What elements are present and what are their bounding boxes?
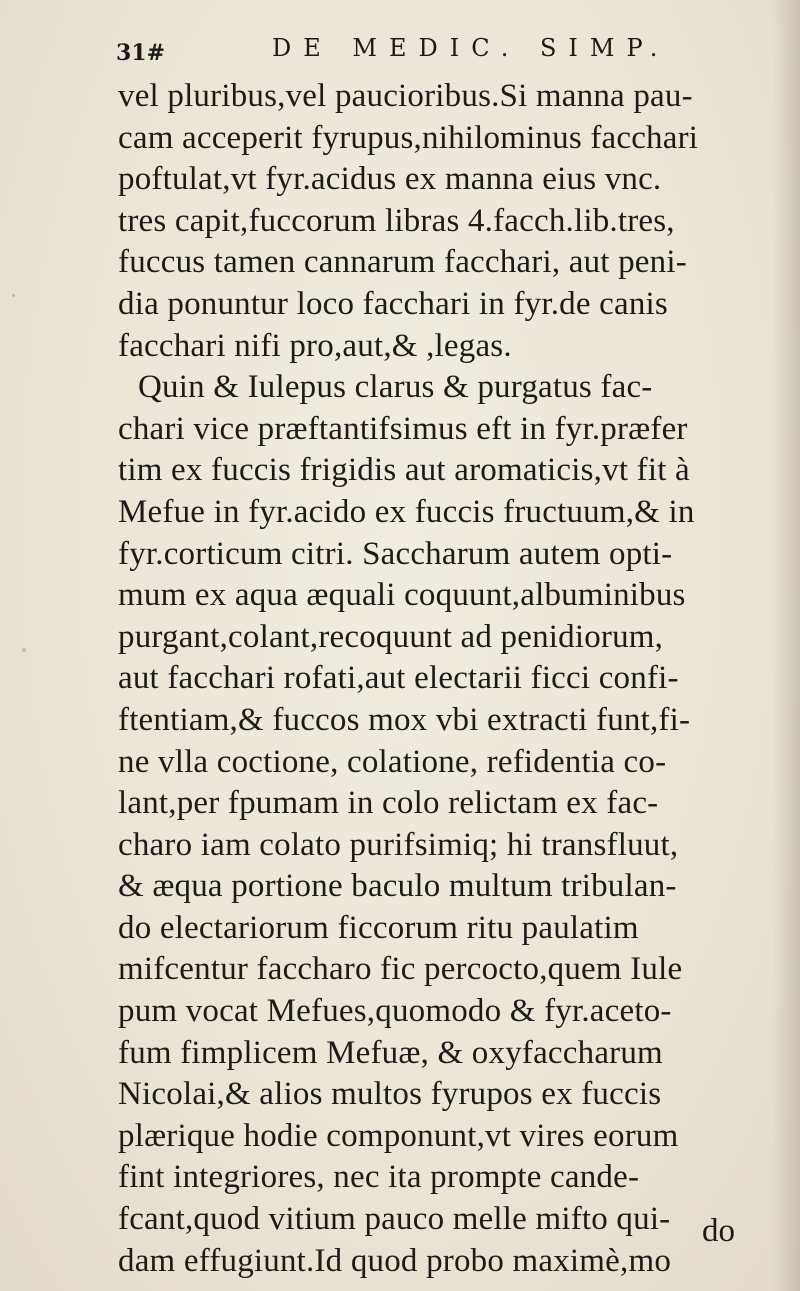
running-title: DE MEDIC. SIMP. (272, 34, 670, 62)
folio-number: 31# (116, 40, 166, 66)
text-line: fum fimplicem Mefuæ, & oxyfaccharum (118, 1034, 663, 1071)
text-line: charo iam colato purifsimiq; hi transfluut, (118, 826, 679, 863)
text-line: fyr.corticum citri. Saccharum autem opti- (118, 535, 673, 572)
text-line: ftentiam,& fuccos mox vbi extracti funt,fi- (118, 701, 691, 738)
text-line: tim ex fuccis frigidis aut aromaticis,vt fit à (118, 452, 690, 489)
text-line: & æqua portione baculo multum tribulan- (118, 868, 677, 905)
text-line: plærique hodie componunt,vt vires eorum (118, 1117, 679, 1154)
ink-speck (22, 648, 26, 652)
text-line: fuccus tamen cannarum facchari, aut peni- (118, 244, 687, 281)
text-line: tres capit,fuccorum libras 4.facch.lib.tres, (118, 202, 675, 239)
text-line: dam effugiunt.Id quod probo maximè,mo (118, 1242, 672, 1279)
text-line: aut facchari rofati,aut electarii ficci confi- (118, 660, 679, 697)
page-edge-shadow (772, 0, 800, 1291)
ink-speck (12, 294, 15, 297)
body-text (118, 76, 768, 1282)
text-line: dia ponuntur loco facchari in fyr.de canis (118, 285, 668, 322)
text-line: lant,per fpumam in colo relictam ex fac- (118, 785, 659, 822)
text-line: vel pluribus,vel paucioribus.Si manna pau- (118, 78, 693, 114)
text-line: fcant,quod vitium pauco melle mifto qui- (118, 1201, 671, 1238)
text-line: ne vlla coctione, colatione, refidentia co- (118, 743, 667, 780)
text-line: facchari nifi pro,aut,& ,legas. (118, 327, 512, 364)
text-line: pum vocat Mefues,quomodo & fyr.aceto- (118, 993, 672, 1030)
text-line: mum ex aqua æquali coquunt,albuminibus (118, 577, 686, 614)
text-line: mifcentur faccharo fic percocto,quem Iule (118, 951, 683, 988)
text-line: do electariorum ficcorum ritu paulatim (118, 909, 639, 946)
text-line: poftulat,vt fyr.acidus ex manna eius vnc. (118, 161, 662, 198)
text-line: purgant,colant,recoquunt ad penidiorum, (118, 618, 664, 655)
running-head (116, 28, 756, 76)
text-line: Nicolai,& alios multos fyrupos ex fuccis (118, 1076, 662, 1113)
text-line: chari vice præftantifsimus eft in fyr.præfer (118, 410, 688, 447)
catchword: do (702, 1213, 735, 1249)
text-line: fint integriores, nec ita prompte cande- (118, 1159, 640, 1196)
paragraph-start-line: Quin & Iulepus clarus & purgatus fac- (138, 369, 653, 406)
text-line: cam acceperit fyrupus,nihilominus facchari (118, 119, 699, 156)
text-line: Mefue in fyr.acido ex fuccis fructuum,& in (118, 493, 695, 530)
